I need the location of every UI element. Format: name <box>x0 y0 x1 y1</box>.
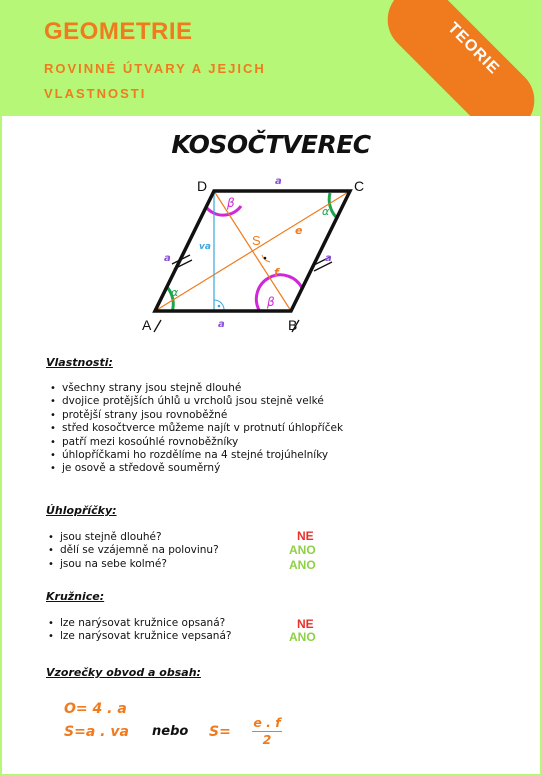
circles-list <box>60 617 231 644</box>
list-item: • protější strany jsou rovnoběžné <box>62 409 343 422</box>
area-formula-prefix: S= <box>209 724 231 740</box>
teorie-badge <box>374 0 542 116</box>
vertex-c-label: C <box>354 178 365 194</box>
answer-ano: ANO <box>289 558 316 572</box>
list-item: • všechny strany jsou stejně dlouhé <box>62 382 343 395</box>
side-a-right: a <box>325 253 332 264</box>
answer-ano: ANO <box>289 630 316 644</box>
diagonal-e-label: e <box>295 224 303 237</box>
page-subheading: ROVINNÉ ÚTVARY A JEJICH VLASTNOSTI <box>44 61 266 101</box>
properties-list <box>62 382 343 476</box>
formulas-heading: Vzorečky obvod a obsah: <box>46 666 201 679</box>
side-a-bottom: a <box>218 319 225 330</box>
header-banner <box>0 0 542 116</box>
shape-title: KOSOČTVEREC <box>171 130 371 159</box>
perimeter-formula: O= 4 . a <box>64 701 127 717</box>
list-item: • je osově a středově souměrný <box>62 462 343 475</box>
side-a-top: a <box>275 176 282 187</box>
list-item: • dělí se vzájemně na polovinu? <box>60 544 219 557</box>
list-item: • dvojice protějších úhlů u vrcholů jsou stejně velké <box>62 395 343 408</box>
diagonal-f-label: f <box>274 266 279 279</box>
page-heading: GEOMETRIE <box>44 18 193 45</box>
answer-ano: ANO <box>289 543 316 557</box>
or-label: nebo <box>152 724 189 739</box>
area-formula-height: S=a . va <box>64 724 129 740</box>
diagonal-f <box>214 191 291 311</box>
list-item: • lze narýsovat kružnice opsaná? <box>60 617 231 630</box>
fraction-denominator: 2 <box>262 732 272 747</box>
angle-beta-label-d: β <box>227 196 235 210</box>
vertex-d-label: D <box>197 178 208 194</box>
list-item: • lze narýsovat kružnice vepsaná? <box>60 630 231 643</box>
center-s-label: S <box>252 233 261 248</box>
angle-beta-label-b: β <box>267 295 275 309</box>
tick-bottom-1 <box>154 320 161 332</box>
circles-heading: Kružnice: <box>46 590 105 603</box>
teorie-badge-label: TEORIE <box>444 19 503 78</box>
angle-alpha-arc-c <box>329 193 336 217</box>
diagonals-list <box>60 531 219 571</box>
list-item: • úhlopříčkami ho rozdělíme na 4 stejné trojúhelníky <box>62 449 343 462</box>
fraction-numerator: e . f <box>253 715 281 730</box>
list-item: • jsou na sebe kolmé? <box>60 558 219 571</box>
diagonals-heading: Úhlopříčky: <box>46 504 117 517</box>
angle-beta-arc-d <box>206 206 241 215</box>
vertex-a-label: A <box>142 317 152 333</box>
list-item: • jsou stejně dlouhé? <box>60 531 219 544</box>
area-fraction <box>252 716 282 747</box>
angle-alpha-label-c: α <box>322 205 330 218</box>
angle-alpha-label-a: α <box>171 286 179 299</box>
height-va-label: va <box>199 242 211 252</box>
list-item: • patří mezi kosoúhlé rovnoběžníky <box>62 436 343 449</box>
answer-ne: NE <box>297 529 314 543</box>
side-a-left: a <box>164 253 171 264</box>
properties-heading: Vlastnosti: <box>46 356 113 369</box>
vertex-b-label: B <box>288 317 298 333</box>
list-item: • střed kosočtverce můžeme najít v protnutí úhlopříček <box>62 422 343 435</box>
answer-ne: NE <box>297 617 314 631</box>
rhombus-diagram <box>0 170 542 340</box>
